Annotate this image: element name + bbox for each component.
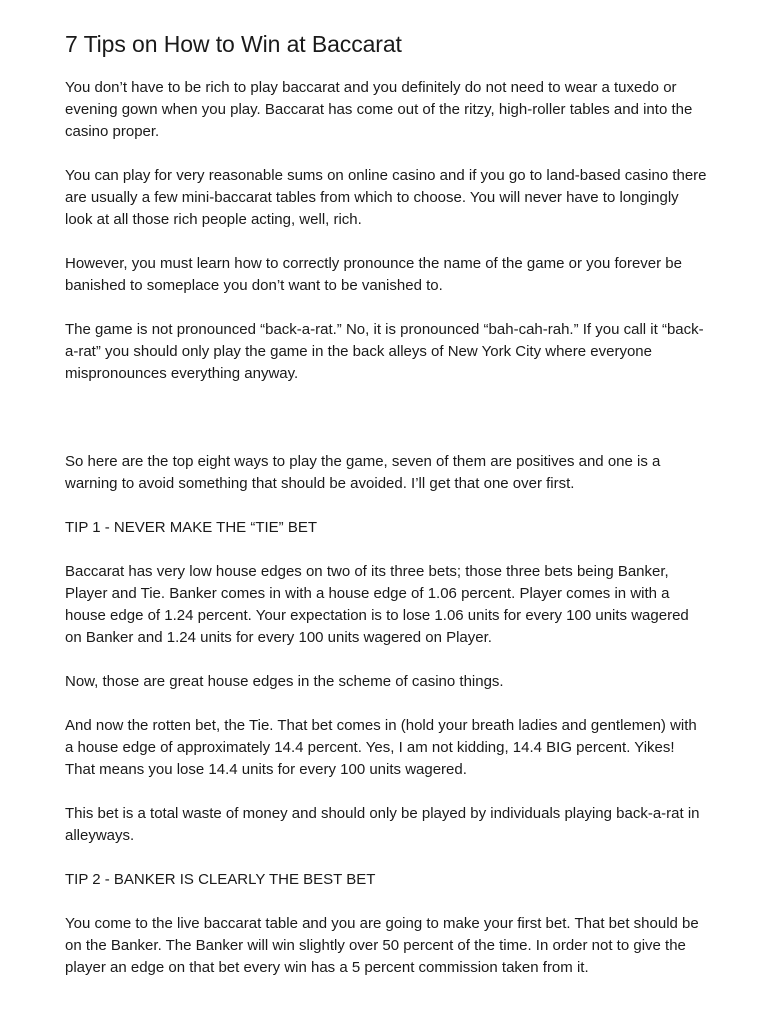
tip-2-heading: TIP 2 - BANKER IS CLEARLY THE BEST BET [65, 871, 376, 888]
banker-bet-paragraph: You come to the live baccarat table and you are going to make your first bet. That bet should be on the Banker. The Banker will win slightly over 50 percent of the time. In order not to give the player an edge on that bet every win has a 5 percent commission taken from it. [65, 915, 699, 976]
great-house-edges-paragraph: Now, those are great house edges in the scheme of casino things. [65, 673, 504, 690]
tie-bet-paragraph: And now the rotten bet, the Tie. That bet comes in (hold your breath ladies and gentlemen) with a house edge of approximately 14.4 percent. Yes, I am not kidding, 14.4 BIG percent. Yikes! That means you lose 14.4 units for every 100 units wagered. [65, 717, 697, 778]
back-a-rat-paragraph: The game is not pronounced “back-a-rat.” No, it is pronounced “bah-cah-rah.” If you call it “back-a-rat” you should only play the game in the back alleys of New York City where everyone mispronounces everything anyway. [65, 321, 704, 382]
online-casino-paragraph: You can play for very reasonable sums on online casino and if you go to land-based casino there are usually a few mini-baccarat tables from which to choose. You will never have to longingly look at all those rich people acting, well, rich. [65, 167, 707, 228]
top-eight-ways-paragraph: So here are the top eight ways to play the game, seven of them are positives and one is a warning to avoid something that should be avoided. I’ll get that one over first. [65, 453, 661, 492]
pronunciation-paragraph: However, you must learn how to correctly pronounce the name of the game or you forever be banished to someplace you don’t want to be vanished to. [65, 255, 682, 294]
house-edges-paragraph: Baccarat has very low house edges on two of its three bets; those three bets being Banker, Player and Tie. Banker comes in with a house edge of 1.06 percent. Player comes in with a house edge of 1.24 percent. Your expectation is to lose 1.06 units for every 100 units wagered on Banker and 1.24 units for every 100 units wagered on Player. [65, 563, 689, 646]
intro-paragraph: You don’t have to be rich to play baccarat and you definitely do not need to wear a tuxedo or evening gown when you play. Baccarat has come out of the ritzy, high-roller tables and into the casino proper. [65, 79, 693, 140]
waste-of-money-paragraph: This bet is a total waste of money and should only be played by individuals playing back-a-rat in alleyways. [65, 805, 700, 844]
page-title: 7 Tips on How to Win at Baccarat [65, 31, 402, 57]
tip-1-heading: TIP 1 - NEVER MAKE THE “TIE” BET [65, 519, 317, 536]
blank-gap [65, 407, 708, 451]
